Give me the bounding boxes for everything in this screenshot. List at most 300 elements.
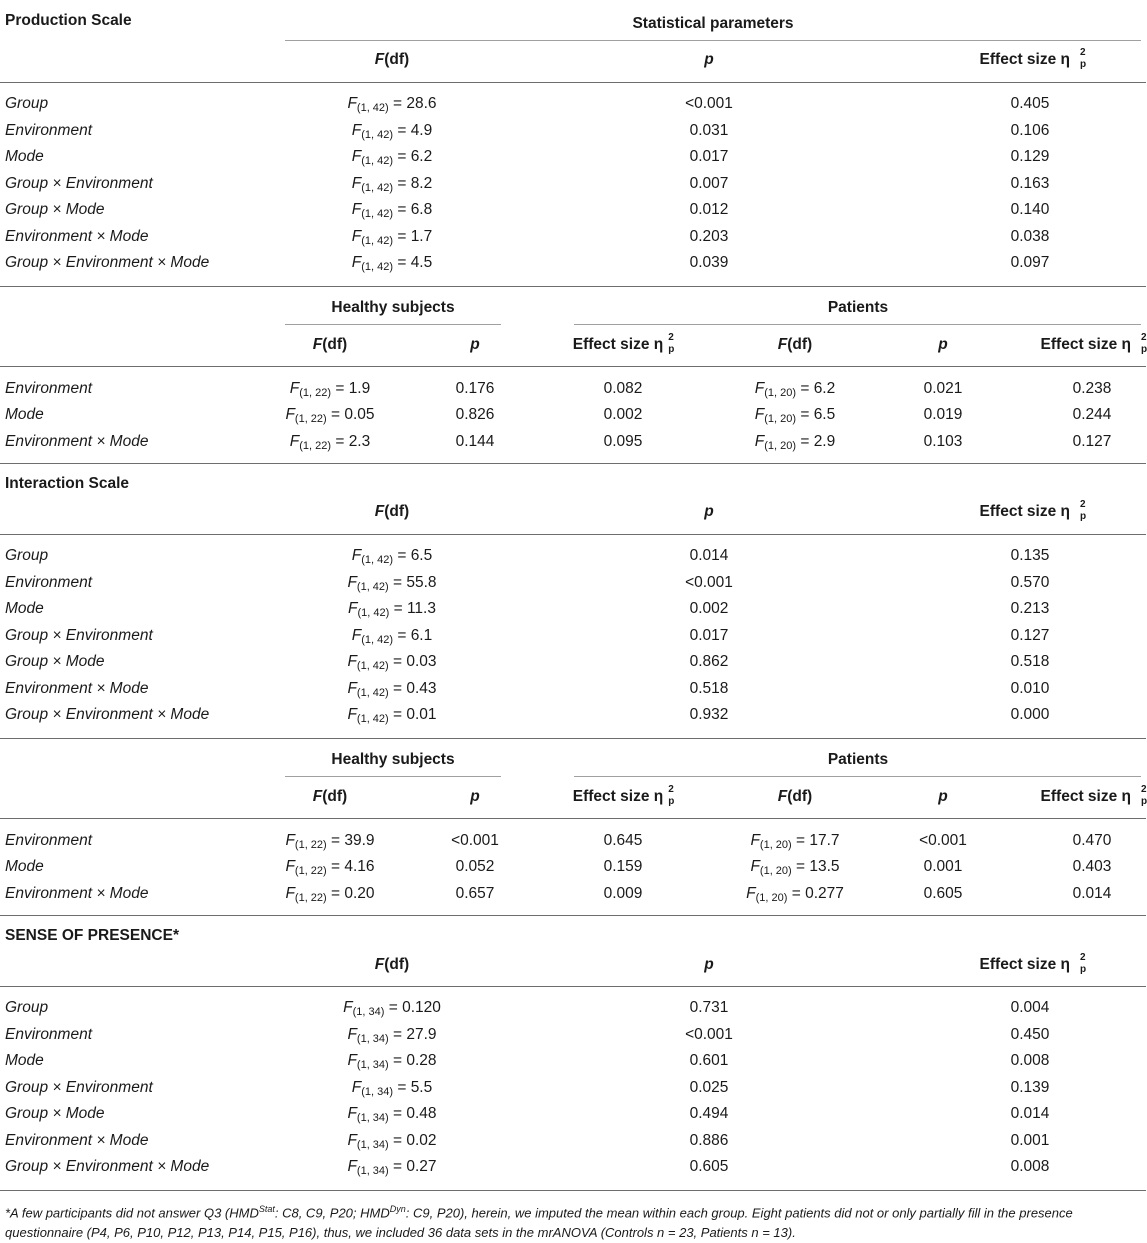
healthy-f-statistic	[285, 881, 374, 907]
f-value: = 0.120	[384, 999, 441, 1016]
f-statistic	[347, 1048, 436, 1074]
degrees-of-freedom: (1, 42)	[361, 181, 394, 194]
degrees-of-freedom: (1, 42)	[357, 607, 390, 619]
f-value: = 39.9	[326, 832, 375, 849]
footnote	[5, 1199, 1143, 1243]
f-df-header: F(df)	[374, 51, 410, 68]
table-row	[0, 1128, 1146, 1154]
f-value: = 0.28	[388, 1052, 437, 1069]
effect-label: Mode	[5, 148, 44, 165]
effect-size-header: Effect size η 2 p	[979, 47, 1087, 70]
f-value: = 0.01	[388, 706, 437, 723]
patients-effect-size-value: 0.403	[1072, 858, 1112, 876]
p-value: 0.518	[689, 679, 729, 697]
effect-label: Group × Mode	[5, 1105, 105, 1122]
degrees-of-freedom: (1, 42)	[361, 633, 394, 646]
section-rule	[0, 915, 1146, 916]
effect-label: Mode	[5, 600, 44, 617]
effect-label: Mode	[5, 1052, 44, 1069]
healthy-rule	[285, 324, 501, 325]
effect-label: Mode	[5, 406, 44, 424]
f-statistic	[347, 1101, 436, 1127]
p-value: <0.001	[685, 1025, 733, 1043]
patients-p-value: 0.103	[923, 432, 963, 450]
healthy-p-header: p	[470, 788, 480, 805]
degrees-of-freedom: (1, 34)	[356, 1059, 389, 1071]
table-row	[0, 144, 1146, 170]
table-row	[0, 91, 1146, 117]
f-value: = 6.8	[393, 201, 433, 218]
degrees-of-freedom: (1, 22)	[299, 439, 332, 452]
effect-size-value: 0.014	[1010, 1105, 1050, 1122]
f-symbol: F	[347, 1131, 357, 1149]
effect-size-value: 0.129	[1010, 148, 1050, 165]
patients-p-header: p	[938, 788, 948, 805]
effect-size-header: Effect size η 2 p	[979, 499, 1087, 522]
table-row	[0, 881, 1146, 907]
effect-size-value: 0.570	[1010, 573, 1050, 591]
f-value: = 6.5	[393, 547, 433, 564]
group-header-row	[0, 332, 1146, 358]
f-symbol: F	[750, 858, 760, 876]
f-symbol: F	[347, 95, 357, 112]
effect-size-value: 0.008	[1010, 1158, 1050, 1175]
patients-effect-size-value: 0.127	[1072, 432, 1112, 450]
header-rule	[0, 986, 1146, 987]
effect-size-value: 0.135	[1010, 547, 1050, 564]
f-value: = 6.2	[393, 148, 433, 165]
f-value: = 28.6	[388, 95, 437, 112]
section-rule	[0, 738, 1146, 739]
f-value: = 1.9	[331, 380, 371, 397]
degrees-of-freedom: (1, 20)	[759, 839, 792, 851]
table-row	[0, 570, 1146, 596]
patients-f-statistic	[755, 402, 835, 428]
f-symbol: F	[351, 174, 362, 192]
patients-effect-size-header: Effect size η 2 p	[1040, 784, 1147, 807]
table-row	[0, 224, 1146, 250]
healthy-effect-size-value: 0.645	[603, 832, 643, 849]
p-value: <0.001	[685, 95, 733, 112]
effect-label: Environment	[5, 573, 93, 591]
patients-rule	[574, 324, 1141, 325]
degrees-of-freedom: (1, 42)	[361, 234, 394, 247]
healthy-f-statistic	[285, 854, 374, 880]
p-value: 0.862	[689, 653, 729, 670]
patients-header: Patients	[827, 751, 889, 768]
table-row	[0, 828, 1146, 854]
effect-size-value: 0.140	[1010, 201, 1050, 218]
f-value: = 0.05	[326, 406, 375, 424]
f-symbol: F	[285, 832, 295, 849]
effect-label: Environment	[5, 380, 93, 397]
effect-label: Environment	[5, 121, 93, 139]
f-symbol: F	[351, 1078, 362, 1096]
degrees-of-freedom: (1, 34)	[352, 1006, 385, 1018]
healthy-p-value: <0.001	[451, 832, 499, 849]
degrees-of-freedom: (1, 22)	[294, 413, 327, 426]
group-header-rule	[0, 818, 1146, 819]
degrees-of-freedom: (1, 42)	[361, 261, 394, 273]
table-row	[0, 376, 1146, 402]
healthy-effect-size-value: 0.009	[603, 884, 643, 902]
effect-size-value: 0.450	[1010, 1025, 1050, 1043]
degrees-of-freedom: (1, 42)	[361, 554, 394, 566]
f-value: = 0.277	[787, 884, 844, 902]
f-symbol: F	[351, 626, 362, 644]
degrees-of-freedom: (1, 20)	[764, 439, 797, 452]
healthy-effect-size-value: 0.095	[603, 432, 643, 450]
f-value: = 1.7	[393, 227, 433, 245]
f-symbol: F	[351, 201, 362, 218]
patients-rule	[574, 776, 1141, 777]
footnote-part2: : C8, C9, P20; HMD	[274, 1205, 390, 1221]
p-value: 0.007	[689, 174, 729, 192]
f-value: = 55.8	[388, 573, 437, 591]
f-statistic	[352, 197, 432, 223]
healthy-f-statistic	[290, 429, 370, 455]
degrees-of-freedom: (1, 20)	[755, 891, 788, 904]
p-value: 0.494	[689, 1105, 729, 1122]
footnote-sup-dyn: Dyn	[389, 1204, 406, 1214]
f-statistic	[352, 543, 432, 569]
effect-size-header: Effect size η 2 p	[979, 952, 1087, 975]
degrees-of-freedom: (1, 42)	[356, 686, 389, 699]
effect-size-value: 0.405	[1010, 95, 1050, 112]
p-value: 0.031	[689, 121, 729, 139]
footnote-sup-stat: Stat	[258, 1204, 275, 1214]
f-symbol: F	[754, 380, 765, 397]
p-value: 0.731	[689, 999, 729, 1016]
degrees-of-freedom: (1, 42)	[361, 155, 394, 167]
header-rule	[0, 534, 1146, 535]
f-statistic	[352, 224, 432, 250]
super-header-rule	[285, 40, 1141, 41]
patients-f-statistic	[750, 828, 839, 854]
degrees-of-freedom: (1, 20)	[764, 413, 797, 426]
f-symbol: F	[351, 547, 362, 564]
header-row	[0, 952, 1146, 978]
p-header: p	[704, 956, 714, 973]
p-value: 0.605	[689, 1158, 729, 1175]
f-statistic	[347, 91, 436, 117]
healthy-effect-size-value: 0.159	[603, 858, 643, 876]
healthy-effect-size-value: 0.002	[603, 406, 643, 424]
patients-f-statistic	[750, 854, 839, 880]
effect-size-value: 0.010	[1010, 679, 1050, 697]
table-row	[0, 702, 1146, 728]
table-row	[0, 1048, 1146, 1074]
healthy-p-value: 0.826	[455, 406, 495, 424]
f-statistic	[347, 702, 436, 728]
f-df-header: F(df)	[374, 503, 410, 520]
f-statistic	[352, 118, 432, 144]
patients-effect-size-value: 0.470	[1072, 832, 1112, 849]
effect-size-value: 0.038	[1010, 227, 1050, 245]
f-value: = 0.02	[388, 1131, 437, 1149]
f-value: = 6.1	[393, 626, 433, 644]
degrees-of-freedom: (1, 34)	[356, 1112, 389, 1124]
f-statistic	[347, 1154, 436, 1180]
healthy-effect-size-value: 0.082	[603, 380, 643, 397]
f-statistic	[347, 1022, 436, 1048]
f-value: = 4.9	[393, 121, 433, 139]
patients-effect-size-header: Effect size η 2 p	[1040, 332, 1147, 355]
f-value: = 5.5	[393, 1078, 433, 1096]
effect-label: Environment × Mode	[5, 1131, 149, 1149]
degrees-of-freedom: (1, 20)	[759, 865, 792, 878]
section-rule	[0, 463, 1146, 464]
effect-size-value: 0.127	[1010, 626, 1050, 644]
footnote-part3: : C9, P20), herein, we imputed the mean within each group. Eight patients did not or only partially fill in the presence questionnaire (P4, P6, P10, P12, P13, P14, P15, P16), thus, we included 36 data sets in the mrANOVA (Controls n = 23, Patients n = 13).	[5, 1205, 1073, 1241]
effect-size-value: 0.139	[1010, 1078, 1050, 1096]
degrees-of-freedom: (1, 42)	[356, 580, 389, 593]
effect-label: Mode	[5, 858, 44, 876]
patients-f-statistic	[755, 376, 835, 402]
healthy-f-statistic	[290, 376, 370, 402]
f-symbol: F	[289, 380, 300, 397]
effect-size-value: 0.004	[1010, 999, 1050, 1016]
f-symbol: F	[754, 406, 765, 424]
table-row	[0, 596, 1146, 622]
patients-f-statistic	[755, 429, 835, 455]
p-value: 0.012	[689, 201, 729, 218]
f-statistic	[343, 995, 441, 1021]
production-scale-title: Production Scale	[5, 12, 132, 29]
f-statistic	[347, 676, 436, 702]
f-value: = 0.20	[326, 884, 375, 902]
p-value: 0.002	[689, 600, 729, 617]
f-statistic	[352, 144, 432, 170]
effect-size-value: 0.163	[1010, 174, 1050, 192]
effect-label: Group × Environment	[5, 174, 153, 192]
f-statistic	[352, 1075, 432, 1101]
f-statistic	[352, 623, 432, 649]
p-value: 0.886	[689, 1131, 729, 1149]
effect-label: Environment × Mode	[5, 679, 149, 697]
p-value: 0.203	[689, 227, 729, 245]
effect-size-value: 0.008	[1010, 1052, 1050, 1069]
table-row	[0, 543, 1146, 569]
p-header: p	[704, 51, 714, 68]
patients-effect-size-value: 0.244	[1072, 406, 1112, 424]
f-statistic	[347, 649, 436, 675]
table-row	[0, 854, 1146, 880]
effect-label: Group × Environment × Mode	[5, 254, 210, 271]
patients-p-value: <0.001	[919, 832, 967, 849]
f-symbol: F	[285, 884, 295, 902]
header-rule	[0, 82, 1146, 83]
table-row	[0, 1154, 1146, 1180]
p-header: p	[704, 503, 714, 520]
f-statistic	[352, 250, 432, 276]
effect-label: Environment × Mode	[5, 227, 149, 245]
header-row	[0, 499, 1146, 525]
effect-label: Group × Environment	[5, 626, 153, 644]
f-symbol: F	[351, 254, 362, 271]
f-value: = 4.16	[326, 858, 375, 876]
p-value: 0.601	[689, 1052, 729, 1069]
f-statistic	[347, 570, 436, 596]
p-value: 0.017	[689, 148, 729, 165]
f-value: = 6.2	[796, 380, 836, 397]
effect-size-value: 0.518	[1010, 653, 1050, 670]
healthy-subjects-header: Healthy subjects	[331, 751, 455, 768]
patients-effect-size-value: 0.238	[1072, 380, 1112, 397]
footnote-part1: *A few participants did not answer Q3 (HMD	[5, 1205, 259, 1221]
table-row	[0, 402, 1146, 428]
effect-label: Group × Mode	[5, 201, 105, 218]
effect-size-value: 0.000	[1010, 706, 1050, 723]
p-value: <0.001	[685, 573, 733, 591]
f-symbol: F	[285, 858, 295, 876]
p-value: 0.932	[689, 706, 729, 723]
healthy-rule	[285, 776, 501, 777]
f-symbol: F	[750, 832, 760, 849]
table-row	[0, 623, 1146, 649]
f-statistic	[347, 1128, 436, 1154]
effect-label: Group × Mode	[5, 653, 105, 670]
f-symbol: F	[347, 706, 357, 723]
f-value: = 2.3	[331, 432, 371, 450]
p-value: 0.014	[689, 547, 729, 564]
f-df-header: F(df)	[374, 956, 410, 973]
healthy-p-value: 0.176	[455, 380, 495, 397]
effect-label: Environment	[5, 1025, 93, 1043]
healthy-effect-size-header: Effect size η 2 p	[572, 784, 675, 807]
f-value: = 2.9	[796, 432, 836, 450]
f-symbol: F	[351, 227, 362, 245]
sense-of-presence-title: SENSE OF PRESENCE*	[5, 927, 179, 944]
f-symbol: F	[746, 884, 756, 902]
degrees-of-freedom: (1, 42)	[361, 128, 394, 141]
table-row	[0, 429, 1146, 455]
table-row	[0, 1075, 1146, 1101]
degrees-of-freedom: (1, 34)	[356, 1138, 389, 1151]
p-value: 0.017	[689, 626, 729, 644]
degrees-of-freedom: (1, 42)	[356, 102, 389, 114]
degrees-of-freedom: (1, 22)	[294, 891, 327, 904]
patients-header: Patients	[827, 299, 889, 316]
effect-label: Group	[5, 999, 49, 1016]
healthy-subjects-header: Healthy subjects	[331, 299, 455, 316]
effect-label: Environment	[5, 832, 93, 849]
patients-p-value: 0.001	[923, 858, 963, 876]
degrees-of-freedom: (1, 34)	[361, 1085, 394, 1098]
f-symbol: F	[351, 148, 362, 165]
f-value: = 0.03	[388, 653, 437, 670]
degrees-of-freedom: (1, 42)	[356, 713, 389, 725]
healthy-f-statistic	[285, 828, 374, 854]
interaction-scale-title: Interaction Scale	[5, 475, 130, 492]
p-value: 0.039	[689, 254, 729, 271]
effect-label: Group × Environment × Mode	[5, 1158, 210, 1175]
patients-f-df-header: F(df)	[777, 336, 813, 353]
table-row	[0, 1101, 1146, 1127]
patients-f-statistic	[746, 881, 844, 907]
effect-label: Environment × Mode	[5, 432, 149, 450]
healthy-effect-size-header: Effect size η 2 p	[572, 332, 675, 355]
healthy-p-value: 0.052	[455, 858, 495, 876]
f-symbol: F	[754, 432, 765, 450]
f-statistic	[348, 596, 436, 622]
patients-p-value: 0.021	[923, 380, 963, 397]
degrees-of-freedom: (1, 22)	[299, 387, 332, 399]
effect-size-value: 0.106	[1010, 121, 1050, 139]
f-value: = 4.5	[393, 254, 433, 271]
effect-label: Environment × Mode	[5, 884, 149, 902]
f-value: = 0.43	[388, 679, 437, 697]
group-header-row	[0, 784, 1146, 810]
healthy-f-df-header: F(df)	[312, 336, 348, 353]
f-symbol: F	[289, 432, 300, 450]
degrees-of-freedom: (1, 34)	[356, 1032, 389, 1045]
f-symbol: F	[347, 653, 357, 670]
patients-p-header: p	[938, 336, 948, 353]
effect-size-value: 0.001	[1010, 1131, 1050, 1149]
table-row	[0, 197, 1146, 223]
group-header-rule	[0, 366, 1146, 367]
f-value: = 11.3	[389, 600, 436, 617]
f-symbol: F	[347, 1025, 357, 1043]
patients-p-value: 0.019	[923, 406, 963, 424]
patients-effect-size-value: 0.014	[1072, 884, 1112, 902]
f-symbol: F	[347, 679, 357, 697]
f-value: = 0.27	[388, 1158, 437, 1175]
table-row	[0, 250, 1146, 276]
f-value: = 6.5	[796, 406, 836, 424]
degrees-of-freedom: (1, 22)	[294, 839, 327, 851]
degrees-of-freedom: (1, 42)	[361, 208, 394, 220]
header-row	[0, 47, 1146, 73]
f-symbol: F	[347, 1158, 357, 1175]
f-value: = 8.2	[393, 174, 433, 192]
f-symbol: F	[347, 1105, 357, 1122]
table-row	[0, 171, 1146, 197]
healthy-p-value: 0.657	[455, 884, 495, 902]
f-symbol: F	[285, 406, 295, 424]
patients-f-df-header: F(df)	[777, 788, 813, 805]
healthy-f-statistic	[285, 402, 374, 428]
section-rule	[0, 286, 1146, 287]
degrees-of-freedom: (1, 34)	[356, 1165, 389, 1177]
f-symbol: F	[343, 999, 353, 1016]
degrees-of-freedom: (1, 42)	[356, 660, 389, 672]
effect-size-value: 0.097	[1010, 254, 1050, 271]
section-rule	[0, 1190, 1146, 1191]
table-row	[0, 995, 1146, 1021]
effect-label: Group × Environment	[5, 1078, 153, 1096]
table-row	[0, 1022, 1146, 1048]
f-statistic	[352, 171, 432, 197]
patients-p-value: 0.605	[923, 884, 963, 902]
f-value: = 27.9	[388, 1025, 437, 1043]
effect-label: Group	[5, 547, 49, 564]
table-row	[0, 118, 1146, 144]
table-row	[0, 649, 1146, 675]
statistical-parameters-header: Statistical parameters	[632, 15, 794, 32]
table-row	[0, 676, 1146, 702]
f-value: = 13.5	[791, 858, 840, 876]
effect-size-value: 0.213	[1010, 600, 1050, 617]
healthy-p-value: 0.144	[455, 432, 495, 450]
f-symbol: F	[347, 573, 357, 591]
f-symbol: F	[348, 600, 358, 617]
f-value: = 17.7	[791, 832, 840, 849]
degrees-of-freedom: (1, 22)	[294, 865, 327, 878]
healthy-p-header: p	[470, 336, 480, 353]
effect-label: Group	[5, 95, 49, 112]
